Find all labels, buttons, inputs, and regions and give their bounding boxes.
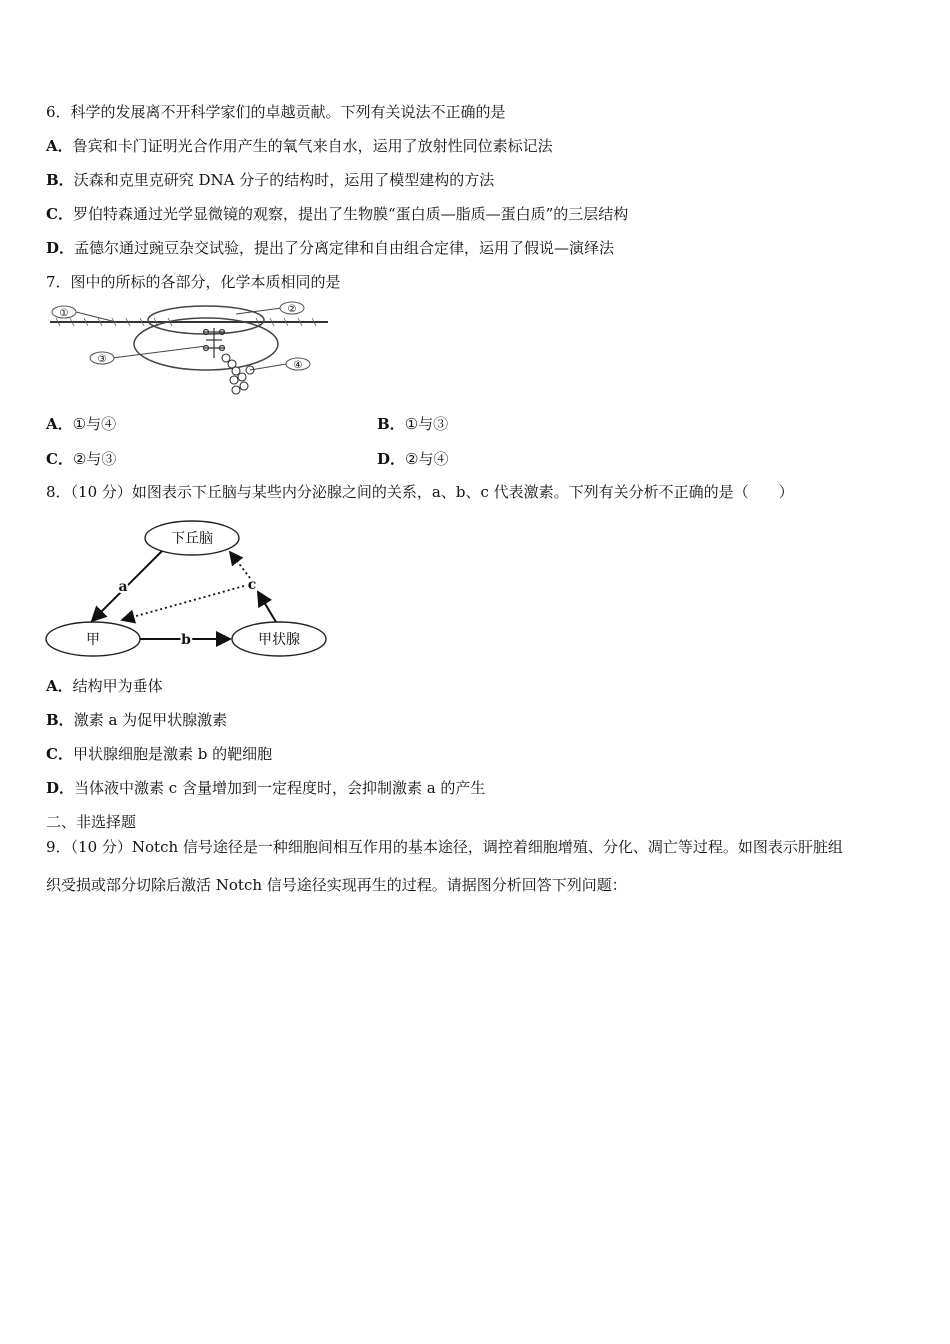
- option-text: 沃森和克里克研究 DNA 分子的结构时，运用了模型建构的方法: [73, 171, 495, 189]
- option-label: A．: [46, 415, 73, 433]
- node-hypothalamus-label: 下丘脑: [171, 531, 213, 547]
- q8-stem: 8．（10 分）如图表示下丘脑与某些内分泌腺之间的关系，a、b、c 代表激素。下列有关分析不正确的是（ ）: [46, 483, 794, 501]
- q6-option-a: [46, 136, 553, 156]
- branched-chain: [204, 328, 225, 358]
- q7-option-c: [46, 449, 116, 469]
- section-title: 二、非选择题: [46, 813, 137, 831]
- label-1-text: ①: [59, 308, 69, 319]
- option-text: 甲状腺细胞是激素 b 的靶细胞: [72, 745, 273, 763]
- q8-option-a: [46, 676, 163, 696]
- leader-line-3: [112, 346, 206, 358]
- option-text: 鲁宾和卡门证明光合作用产生的氧气来自水，运用了放射性同位素标记法: [72, 137, 553, 155]
- option-label: D．: [377, 450, 406, 468]
- option-label: B．: [377, 415, 405, 433]
- option-text: 当体液中激素 c 含量增加到一定程度时，会抑制激素 a 的产生: [74, 779, 486, 797]
- node-jia-label: 甲: [86, 632, 100, 648]
- option-label: D．: [46, 779, 75, 797]
- label-2-text: ②: [287, 304, 297, 315]
- label-3-text: ③: [97, 354, 107, 365]
- option-label: A．: [46, 137, 73, 155]
- q8-option-d: [46, 778, 485, 798]
- q8-option-c: [46, 744, 272, 764]
- arrow-c-to-hypothalamus: [230, 552, 250, 578]
- label-c: c: [247, 577, 257, 593]
- option-label: C．: [46, 450, 73, 468]
- arrow-thyroid-to-c: [258, 592, 276, 622]
- option-label: D．: [46, 239, 75, 257]
- q6-stem: 6．科学的发展离不开科学家们的卓越贡献。下列有关说法不正确的是: [46, 103, 506, 121]
- q7-option-d: [377, 449, 448, 469]
- q6-option-c: [46, 204, 628, 224]
- arrow-c-to-jia: [122, 586, 244, 620]
- option-text: ②与③: [72, 450, 117, 468]
- leader-line-4: [250, 364, 286, 370]
- option-text: ①与④: [72, 415, 117, 433]
- q6-option-b: [46, 170, 494, 190]
- q7-option-b: [377, 414, 448, 434]
- option-label: C．: [46, 205, 73, 223]
- q7-stem: 7．图中的所标的各部分，化学本质相同的是: [46, 273, 341, 291]
- q8-option-b: [46, 710, 227, 730]
- label-4-text: ④: [293, 360, 303, 371]
- sugar-chain: [222, 354, 254, 394]
- q6-option-d: [46, 238, 614, 258]
- label-b: b: [181, 632, 191, 648]
- membrane-receptor-figure: [46, 298, 336, 398]
- option-label: B．: [46, 711, 74, 729]
- option-text: 罗伯特森通过光学显微镜的观察，提出了生物膜“蛋白质—脂质—蛋白质”的三层结构: [72, 205, 629, 223]
- option-text: ①与③: [404, 415, 449, 433]
- lower-protein-shape: [134, 318, 278, 370]
- option-label: A．: [46, 677, 73, 695]
- option-text: 孟德尔通过豌豆杂交试验，提出了分离定律和自由组合定律，运用了假说—演绎法: [74, 239, 615, 257]
- option-label: B．: [46, 171, 74, 189]
- hormone-regulation-diagram: [44, 516, 334, 664]
- label-a: a: [118, 579, 128, 595]
- q9-line-2: 织受损或部分切除后激活 Notch 信号途径实现再生的过程。请据图分析回答下列问题：: [46, 876, 627, 894]
- q7-option-a: [46, 414, 116, 434]
- option-text: 结构甲为垂体: [72, 677, 163, 695]
- option-label: C．: [46, 745, 73, 763]
- option-text: 激素 a 为促甲状腺激素: [73, 711, 228, 729]
- q9-line-1: 9．（10 分）Notch 信号途径是一种细胞间相互作用的基本途径，调控着细胞增殖、分化、凋亡等过程。如图表示肝脏组: [46, 838, 843, 856]
- option-text: ②与④: [405, 450, 449, 468]
- leader-line-1: [76, 312, 116, 322]
- node-thyroid-label: 甲状腺: [258, 632, 300, 648]
